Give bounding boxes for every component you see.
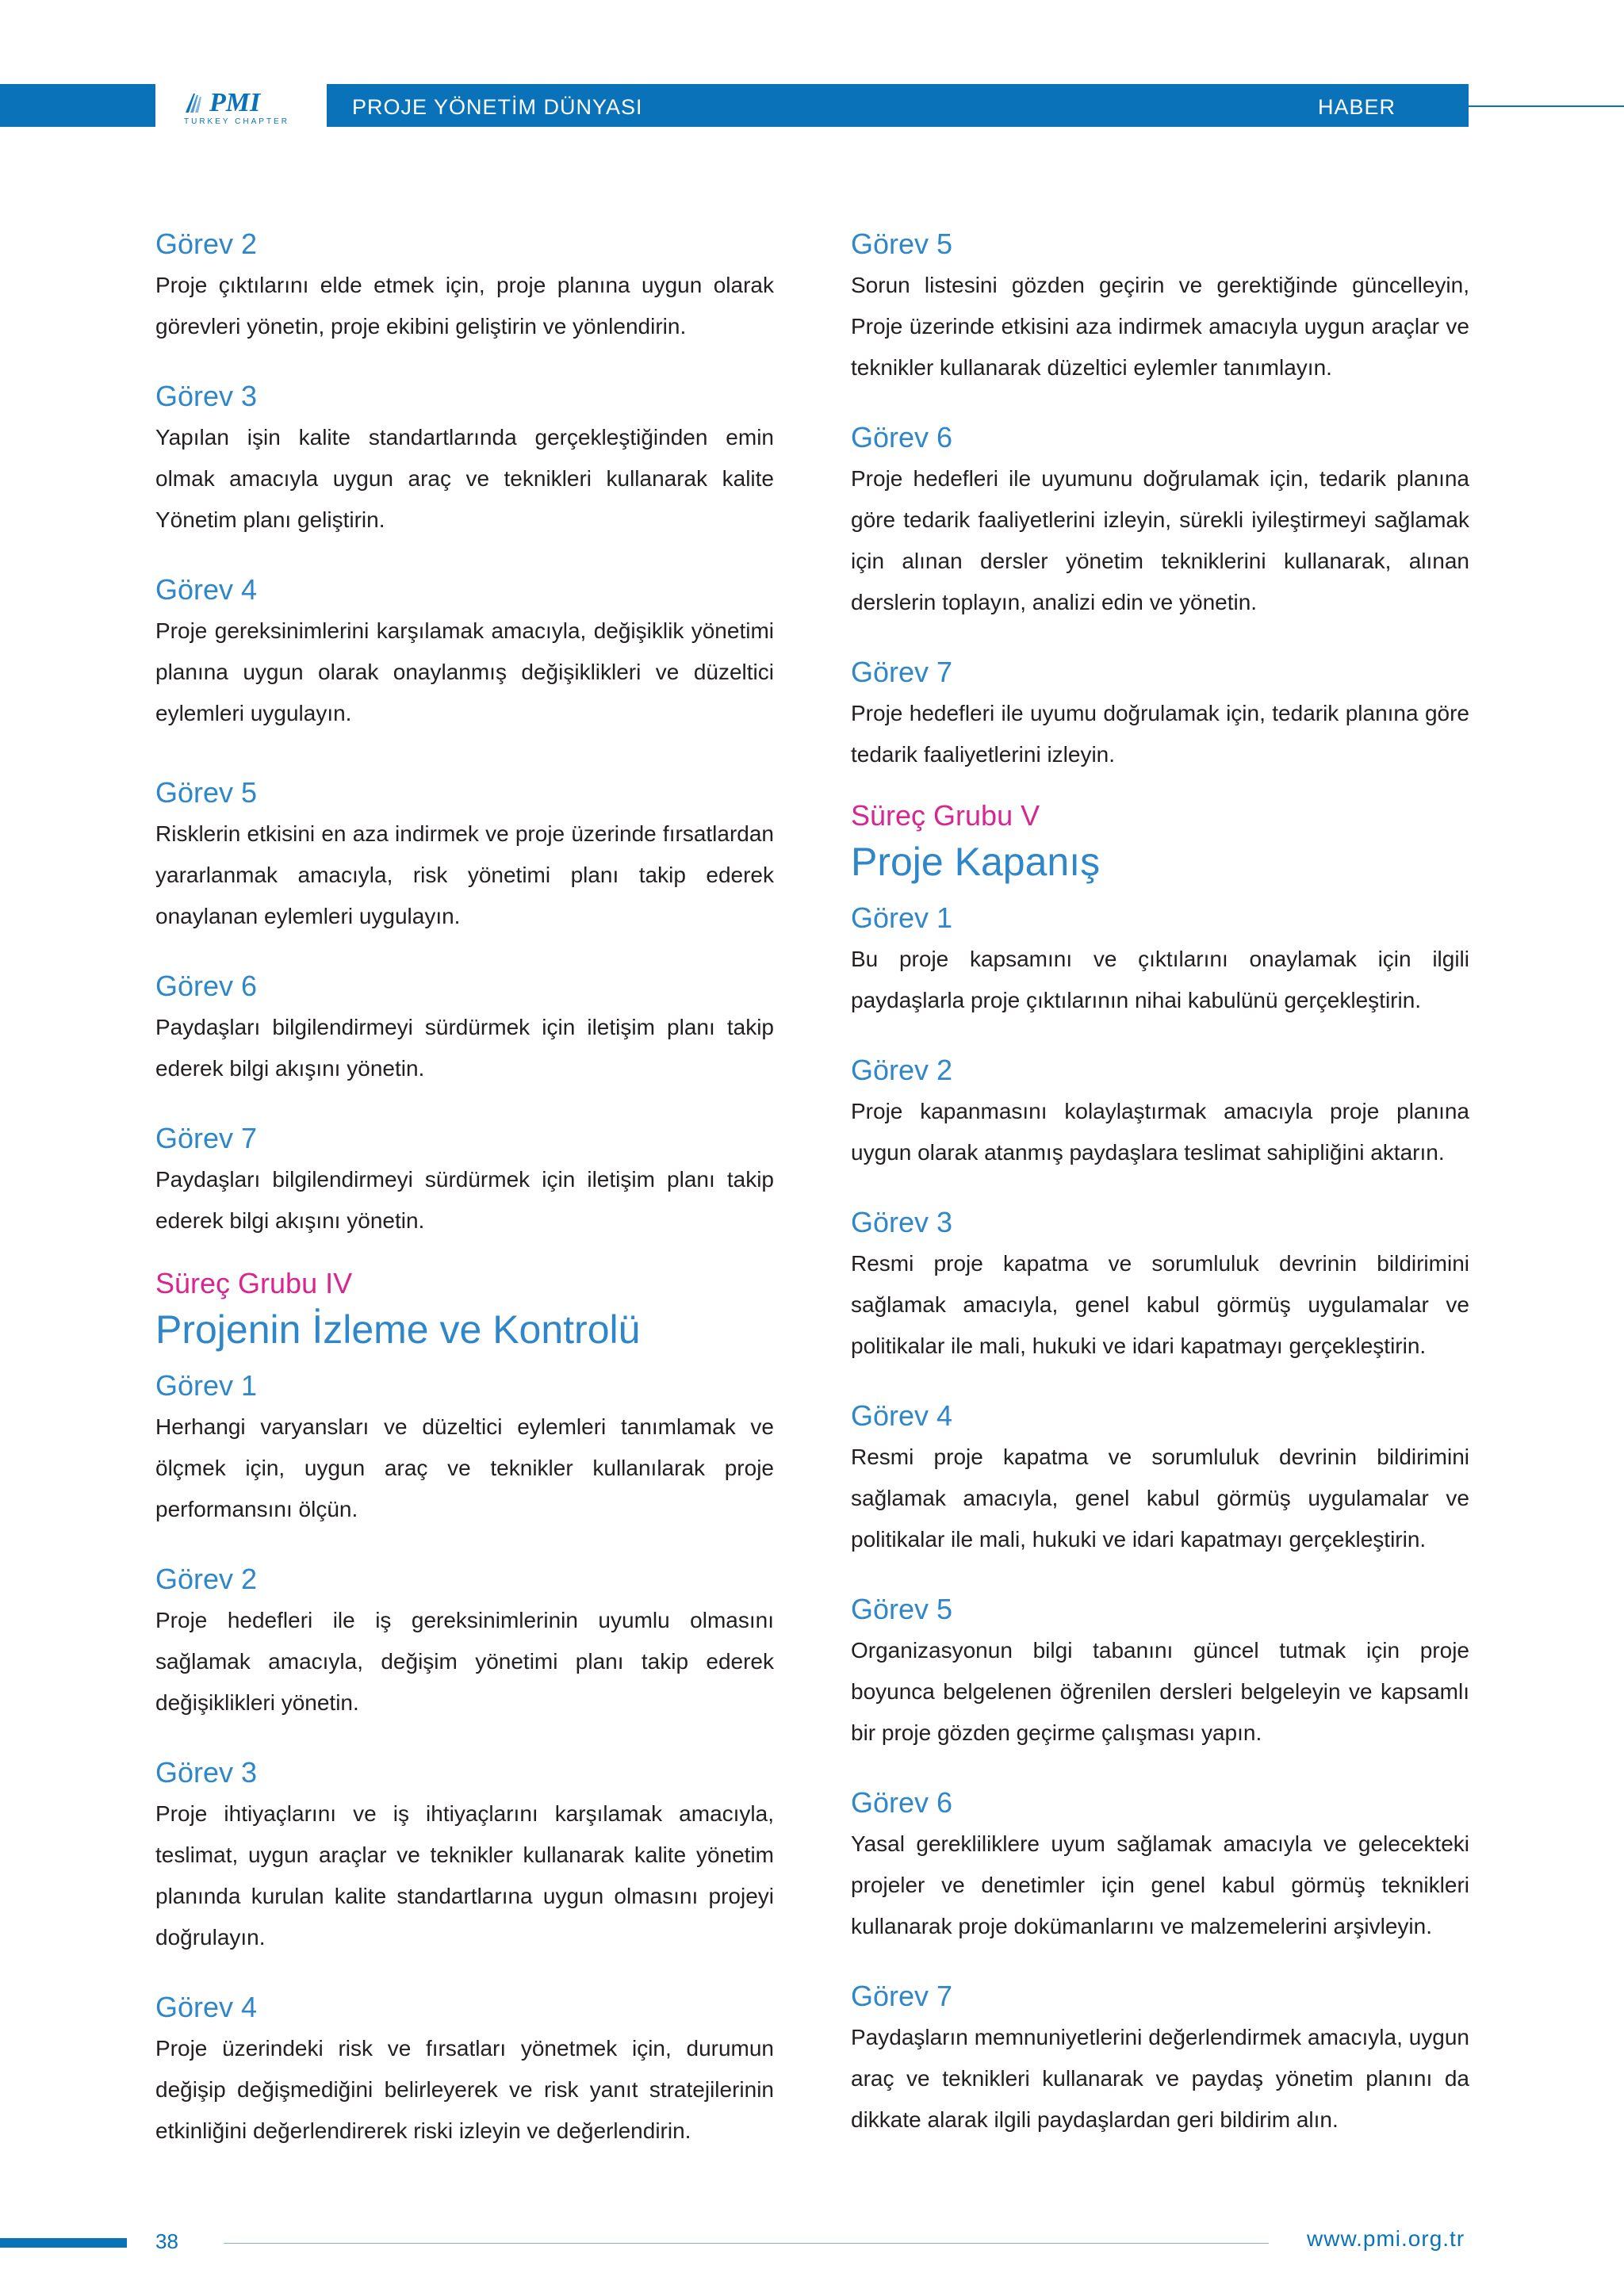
section-label: HABER xyxy=(1317,95,1396,119)
task-text: Bu proje kapsamını ve çıktılarını onaylamak için ilgili paydaşlarla proje çıktılarının nihai kabulünü gerçekleştirin. xyxy=(851,947,1469,1012)
task-heading: Görev 6 xyxy=(155,970,258,1002)
task-heading: Görev 3 xyxy=(851,1206,953,1238)
task-text: Risklerin etkisini en aza indirmek ve proje üzerinde fırsatlardan yararlanmak amacıyla, risk yönetimi planı takip ederek onaylanan eylemleri uygulayın. xyxy=(155,821,774,928)
process-group-title: Projenin İzleme ve Kontrolü xyxy=(155,1307,641,1352)
task-heading: Görev 2 xyxy=(155,228,258,260)
process-group-label: Süreç Grubu V xyxy=(851,799,1040,832)
task-heading: Görev 6 xyxy=(851,1786,953,1819)
task-block xyxy=(155,224,774,347)
task-block xyxy=(851,897,1469,1021)
magazine-title: PROJE YÖNETİM DÜNYASI xyxy=(352,95,643,119)
task-text: Proje gereksinimlerini karşılamak amacıyla, değişiklik yönetimi planına uygun olarak onaylanmış değişiklikleri ve düzeltici eylemleri uygulayın. xyxy=(155,618,774,725)
task-block xyxy=(851,1782,1469,1947)
task-heading: Görev 6 xyxy=(851,421,953,453)
task-block xyxy=(851,1202,1469,1367)
task-text: Proje ihtiyaçlarını ve iş ihtiyaçlarını karşılamak amacıyla, teslimat, uygun araçlar ve teknikler kullanarak kalite yönetim planında kurulan kalite standartlarına uygun olmasını projeyi doğrulayın. xyxy=(155,1801,774,1950)
page-number: 38 xyxy=(155,2229,178,2253)
task-text: Proje hedefleri ile uyumu doğrulamak için, tedarik planına göre tedarik faaliyetlerini izleyin. xyxy=(851,701,1469,767)
pmi-logo-text: PMI xyxy=(209,88,261,116)
process-group-title: Proje Kapanış xyxy=(851,840,1101,884)
task-heading: Görev 2 xyxy=(851,1054,953,1086)
process-group-label: Süreç Grubu IV xyxy=(155,1267,353,1299)
process-group-header xyxy=(851,796,1469,888)
task-heading: Görev 1 xyxy=(155,1369,258,1402)
header-accent-bar xyxy=(0,84,155,127)
task-heading: Görev 4 xyxy=(851,1399,953,1432)
task-block xyxy=(155,569,774,734)
footer-rule xyxy=(224,2243,1269,2244)
task-text: Organizasyonun bilgi tabanını güncel tutmak için proje boyunca belgelenen öğrenilen dersleri belgeleyin ve kapsamlı bir proje gözden geçirme çalışması yapın. xyxy=(851,1638,1469,1745)
task-block xyxy=(155,1118,774,1242)
website-link[interactable]: www.pmi.org.tr xyxy=(1307,2226,1465,2251)
task-heading: Görev 4 xyxy=(155,573,258,606)
task-block xyxy=(155,1365,774,1530)
header-bar xyxy=(327,84,1469,127)
task-text: Proje üzerindeki risk ve fırsatları yönetmek için, durumun değişip değişmediğini belirleyerek ve risk yanıt stratejilerinin etkinliğini değerlendirerek riski izleyin ve değerlendirin. xyxy=(155,2036,774,2143)
task-block xyxy=(155,966,774,1089)
task-text: Resmi proje kapatma ve sorumluluk devrinin bildirimini sağlamak amacıyla, genel kabul görmüş uygulamalar ve politikalar ile mali, hukuki ve idari kapatmayı gerçekleştirin. xyxy=(851,1251,1469,1358)
task-block xyxy=(851,652,1469,775)
task-text: Paydaşları bilgilendirmeyi sürdürmek için iletişim planı takip ederek bilgi akışını yönetin. xyxy=(155,1167,774,1233)
task-text: Sorun listesini gözden geçirin ve gerektiğinde güncelleyin, Proje üzerinde etkisini aza indirmek amacıyla uygun araçlar ve teknikler kullanarak düzeltici eylemler tanımlayın. xyxy=(851,273,1469,380)
task-heading: Görev 5 xyxy=(851,1593,953,1625)
task-text: Yasal gerekliliklere uyum sağlamak amacıyla ve gelecekteki projeler ve denetimler için genel kabul görmüş teknikleri kullanarak proje dokümanlarını ve malzemelerini arşivleyin. xyxy=(851,1831,1469,1938)
task-block xyxy=(851,417,1469,623)
footer-accent-bar xyxy=(0,2238,127,2248)
task-heading: Görev 7 xyxy=(851,1980,953,2012)
task-text: Yapılan işin kalite standartlarında gerçekleştiğinden emin olmak amacıyla uygun araç ve teknikleri kullanarak kalite Yönetim planı geliştirin. xyxy=(155,425,774,532)
task-text: Herhangi varyansları ve düzeltici eylemleri tanımlamak ve ölçmek için, uygun araç ve teknikler kullanılarak proje performansını ölçün. xyxy=(155,1414,774,1521)
process-group-header xyxy=(155,1264,774,1356)
task-text: Resmi proje kapatma ve sorumluluk devrinin bildirimini sağlamak amacıyla, genel kabul görmüş uygulamalar ve politikalar ile mali, hukuki ve idari kapatmayı gerçekleştirin. xyxy=(851,1445,1469,1552)
task-heading: Görev 1 xyxy=(851,901,953,934)
task-heading: Görev 7 xyxy=(155,1122,258,1154)
task-block xyxy=(155,1987,774,2152)
left-column xyxy=(155,224,774,2180)
task-block xyxy=(851,1395,1469,1560)
task-block xyxy=(851,1589,1469,1754)
task-block xyxy=(155,772,774,937)
task-heading: Görev 7 xyxy=(851,656,953,688)
pmi-logo-mark xyxy=(182,87,301,116)
task-heading: Görev 4 xyxy=(155,1991,258,2023)
task-heading: Görev 2 xyxy=(155,1563,258,1595)
task-heading: Görev 5 xyxy=(155,776,258,809)
task-text: Proje kapanmasını kolaylaştırmak amacıyla proje planına uygun olarak atanmış paydaşlara teslimat sahipliğini aktarın. xyxy=(851,1099,1469,1165)
task-text: Proje hedefleri ile uyumunu doğrulamak için, tedarik planına göre tedarik faaliyetlerini izleyin, sürekli iyileştirmeyi sağlamak için alınan dersler yönetim tekniklerini kullanarak, alınan derslerin toplayın, analizi edin ve yönetin. xyxy=(851,466,1469,614)
task-text: Proje çıktılarını elde etmek için, proje planına uygun olarak görevleri yönetin, proje ekibini geliştirin ve yönlendirin. xyxy=(155,273,774,339)
task-block xyxy=(155,376,774,541)
task-heading: Görev 5 xyxy=(851,228,953,260)
pmi-logo xyxy=(155,76,327,133)
right-column xyxy=(851,224,1469,2169)
task-block xyxy=(155,1752,774,1958)
task-heading: Görev 3 xyxy=(155,380,258,412)
task-text: Paydaşları bilgilendirmeyi sürdürmek için iletişim planı takip ederek bilgi akışını yönetin. xyxy=(155,1015,774,1081)
task-block xyxy=(851,224,1469,388)
task-block xyxy=(155,1559,774,1724)
task-text: Proje hedefleri ile iş gereksinimlerinin uyumlu olmasını sağlamak amacıyla, değişim yönetimi planı takip ederek değişiklikleri yönetin. xyxy=(155,1608,774,1715)
task-block xyxy=(851,1976,1469,2141)
task-heading: Görev 3 xyxy=(155,1756,258,1789)
logo-subtitle: TURKEY CHAPTER xyxy=(184,117,289,126)
header-rule xyxy=(1469,105,1624,107)
task-text: Paydaşların memnuniyetlerini değerlendirmek amacıyla, uygun araç ve teknikleri kullanarak ve paydaş yönetim planını da dikkate alarak ilgili paydaşlardan geri bildirim alın. xyxy=(851,2025,1469,2132)
task-block xyxy=(851,1050,1469,1173)
